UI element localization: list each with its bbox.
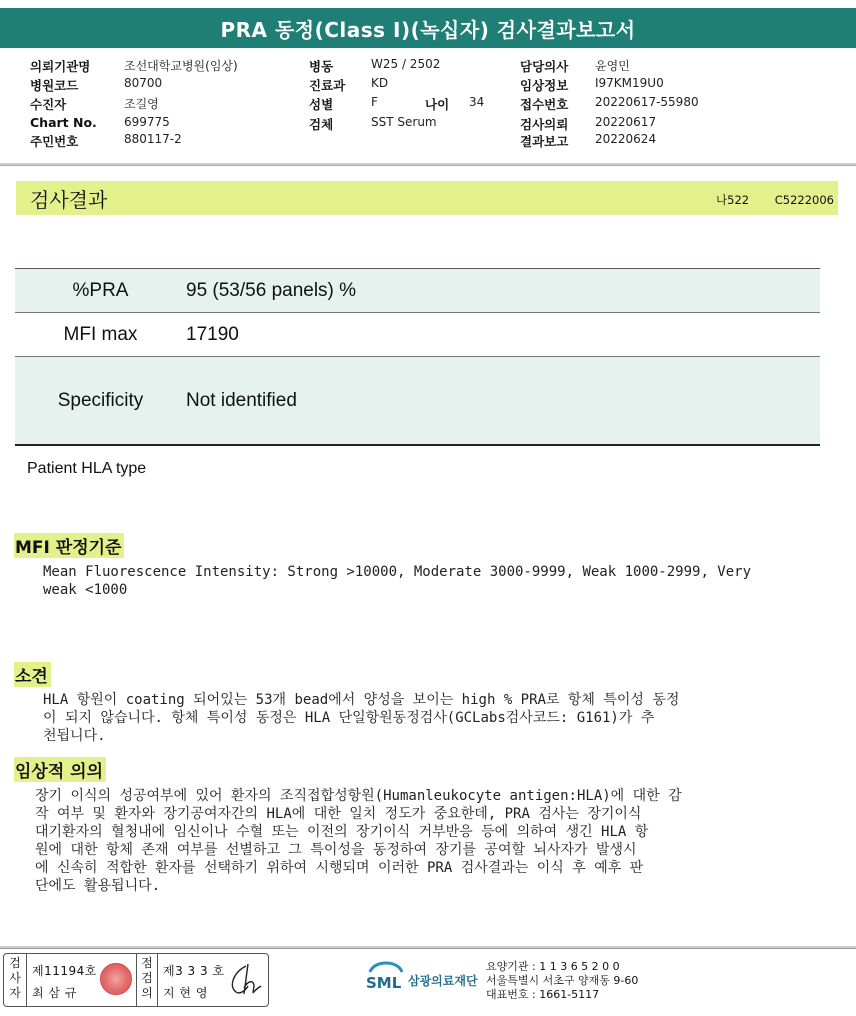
sml-logo-icon bbox=[364, 958, 408, 998]
header-value: 20220617 bbox=[595, 115, 657, 129]
contact-line: 요양기관 : 1 1 3 6 5 2 0 0 bbox=[486, 960, 620, 973]
report-title: PRA 동정(Class I)(녹십자) 검사결과보고서 bbox=[0, 8, 856, 48]
tester-label: 검 사 자 bbox=[9, 956, 21, 1000]
tester-name: 최 삼 규 bbox=[32, 986, 77, 1000]
text-line: 단에도 활용됩니다. bbox=[35, 878, 161, 894]
clinical-text bbox=[35, 787, 805, 895]
mfi-criteria-text bbox=[43, 563, 813, 599]
header-value: I97KM19U0 bbox=[595, 76, 664, 90]
text-line: Mean Fluorescence Intensity: Strong >10000, Moderate 3000-9999, Weak 1000-2999, Very bbox=[43, 564, 752, 580]
result-value: 95 (53/56 panels) % bbox=[186, 279, 357, 301]
age-value: 34 bbox=[469, 95, 485, 109]
header-label: 검사의뢰 bbox=[520, 117, 569, 132]
text-line: 대기환자의 혈청내에 임신이나 수혈 또는 이전의 장기이식 거부반응 등에 의하여 생긴 HLA 항 bbox=[35, 824, 649, 840]
result-label: %PRA bbox=[72, 279, 129, 301]
header-label: 검체 bbox=[309, 117, 334, 132]
header-label: 병원코드 bbox=[30, 78, 79, 93]
header-value: 80700 bbox=[124, 76, 163, 90]
signature-box bbox=[3, 953, 269, 1007]
result-section-header bbox=[16, 181, 838, 215]
header-label: 임상정보 bbox=[520, 78, 569, 93]
text-line: 에 신속히 적합한 환자를 선택하기 위하여 시행되며 이러한 PRA 검사결과는 이식 후 예후 판 bbox=[35, 860, 644, 876]
header-value: 조선대학교병원(임상) bbox=[124, 59, 238, 73]
patient-hla-label: Patient HLA type bbox=[27, 460, 147, 477]
header-value: 조길영 bbox=[124, 97, 159, 111]
reviewer-license: 제3 3 3 호 bbox=[163, 964, 225, 978]
divider bbox=[26, 954, 27, 1006]
result-label: MFI max bbox=[63, 323, 138, 345]
org-name: 삼광의료재단 bbox=[408, 974, 478, 988]
result-label: Specificity bbox=[57, 389, 144, 411]
reviewer-name: 지 현 영 bbox=[163, 986, 208, 1000]
header-label: Chart No. bbox=[30, 115, 97, 130]
text-line: 원에 대한 항체 존재 여부를 선별하고 그 특이성을 동정하여 장기를 공여할 뇌사자가 발생시 bbox=[35, 842, 637, 858]
header-label: 결과보고 bbox=[520, 134, 569, 149]
seal-stamp bbox=[100, 963, 132, 995]
table-row bbox=[15, 357, 820, 446]
text-line: weak <1000 bbox=[43, 582, 128, 598]
header-label: 담당의사 bbox=[520, 59, 569, 74]
header-label: 수진자 bbox=[30, 97, 67, 112]
table-row bbox=[15, 313, 820, 357]
text-line: HLA 항원이 coating 되어있는 53개 bead에서 양성을 보이는 high % PRA로 항체 특이성 동정 bbox=[43, 692, 680, 708]
text-line: 장기 이식의 성공여부에 있어 환자의 조직접합성항원(Humanleukocyte antigen:HLA)에 대한 감 bbox=[35, 788, 682, 804]
header-value: 880117-2 bbox=[124, 132, 182, 146]
tester-license: 제11194호 bbox=[32, 964, 97, 978]
org-contact bbox=[486, 960, 638, 1002]
header-label: 병동 bbox=[309, 59, 334, 74]
header-value: 윤영민 bbox=[595, 59, 630, 73]
findings-heading: 소견 bbox=[14, 662, 51, 687]
header-value: 20220617-55980 bbox=[595, 95, 699, 109]
age-label: 나이 bbox=[425, 97, 450, 112]
svg-text:SML: SML bbox=[366, 974, 402, 992]
header-value: W25 / 2502 bbox=[371, 57, 441, 71]
result-value: 17190 bbox=[186, 323, 239, 345]
header-value: KD bbox=[371, 76, 389, 90]
text-line: 천됩니다. bbox=[43, 728, 106, 744]
header-label: 의뢰기관명 bbox=[30, 59, 91, 74]
header-label: 접수번호 bbox=[520, 97, 569, 112]
result-code: 나522 bbox=[716, 193, 750, 207]
contact-line: 서울특별시 서초구 양재동 9-60 bbox=[486, 974, 639, 987]
patient-info-block bbox=[0, 52, 856, 164]
signature-image bbox=[224, 960, 264, 998]
result-section-title: 검사결과 bbox=[30, 187, 108, 212]
divider bbox=[136, 954, 137, 1006]
text-line: 이 되지 않습니다. 항체 특이성 동정은 HLA 단일항원동정검사(GCLabs검사코드: G161)가 추 bbox=[43, 710, 655, 726]
divider bbox=[157, 954, 158, 1006]
reviewer-label: 점 검 의 bbox=[141, 956, 153, 1000]
header-value: 699775 bbox=[124, 115, 170, 129]
result-codes bbox=[694, 192, 834, 208]
result-code: C5222006 bbox=[774, 193, 834, 207]
header-label: 성별 bbox=[309, 97, 334, 112]
table-row bbox=[15, 269, 820, 313]
mfi-criteria-heading: MFI 판정기준 bbox=[14, 533, 124, 558]
header-label: 주민번호 bbox=[30, 134, 79, 149]
contact-line: 대표번호 : 1661-5117 bbox=[486, 988, 600, 1001]
footer-divider bbox=[0, 946, 856, 949]
results-table bbox=[15, 268, 820, 446]
header-value: SST Serum bbox=[371, 115, 437, 129]
findings-text bbox=[43, 691, 813, 745]
text-line: 작 여부 및 환자와 장기공여자간의 HLA에 대한 일치 정도가 중요한데, PRA 검사는 장기이식 bbox=[35, 806, 642, 822]
clinical-heading: 임상적 의의 bbox=[14, 757, 106, 782]
header-value: F bbox=[371, 95, 378, 109]
result-value: Not identified bbox=[186, 389, 297, 411]
header-label: 진료과 bbox=[309, 78, 346, 93]
header-divider bbox=[0, 163, 856, 166]
header-value: 20220624 bbox=[595, 132, 657, 146]
